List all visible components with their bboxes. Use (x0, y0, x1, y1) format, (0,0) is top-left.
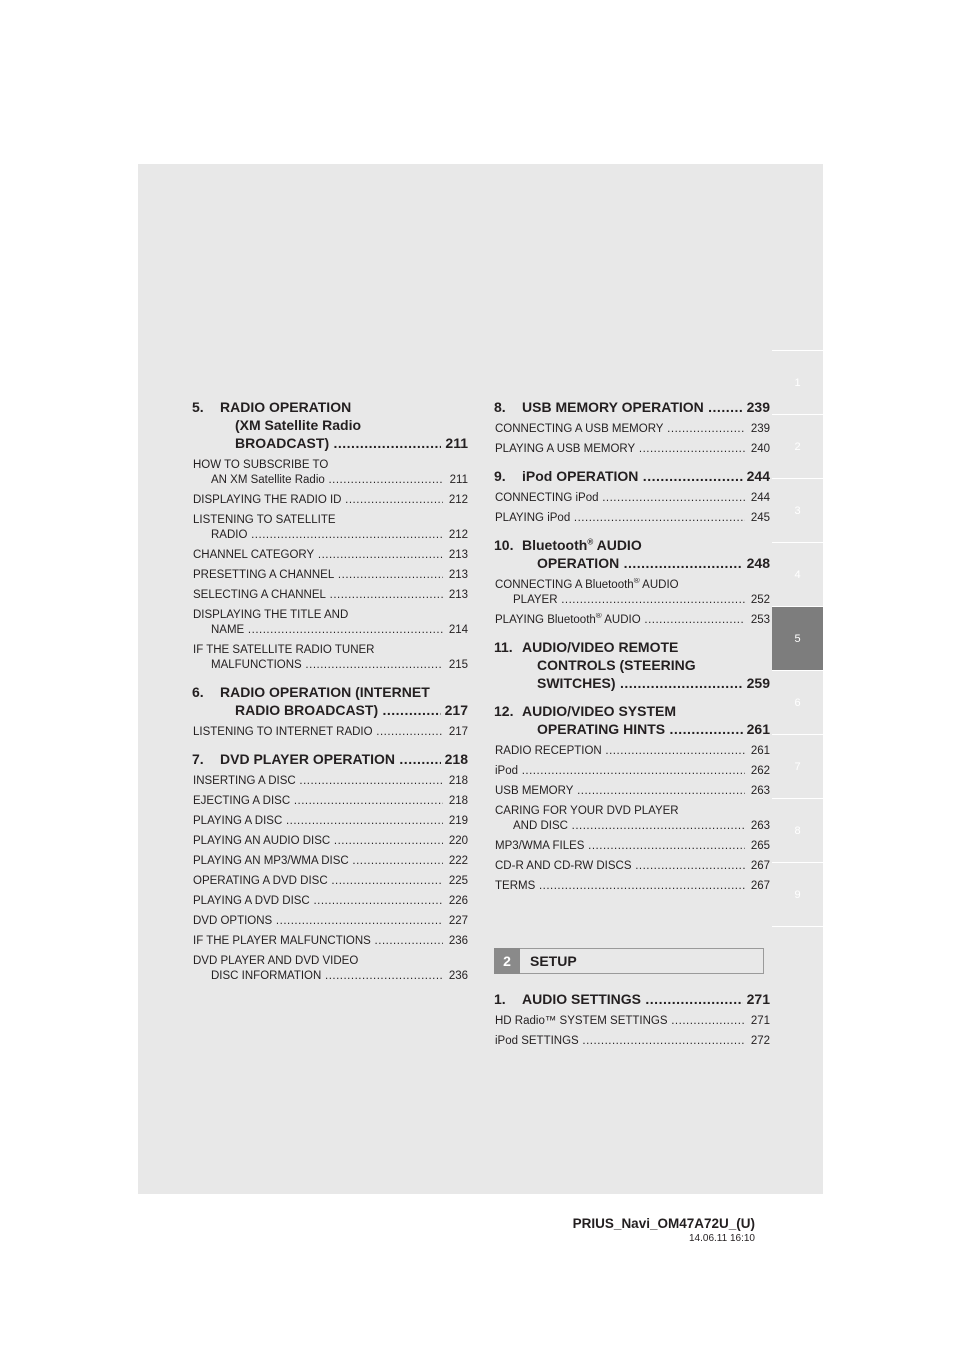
toc-entry[interactable] (192, 894, 468, 909)
section-page-number: 211 (445, 435, 468, 451)
entry-label: CONNECTING iPod ..... (495, 491, 745, 506)
entry-label: CD-R AND CD-RW DISCS ..... (495, 859, 745, 874)
chapter-tab-8[interactable]: 8 (772, 798, 823, 862)
entry-label: iPod SETTINGS ..... (495, 1034, 745, 1049)
entry-page-number: 253 (750, 614, 770, 626)
section-title-line: AUDIO/VIDEO REMOTE (522, 639, 679, 655)
section-title-line: Bluetooth® AUDIO (522, 537, 642, 553)
section-title-line: RADIO OPERATION (220, 399, 352, 415)
entry-page-number: 227 (448, 915, 468, 927)
entry-label: IF THE SATELLITE RADIO TUNER (193, 644, 375, 656)
section-title-line: OPERATION ..... (537, 554, 743, 572)
toc-entry[interactable] (192, 493, 468, 508)
entry-page-number: 240 (750, 443, 770, 455)
entry-label: DVD OPTIONS ..... (193, 914, 443, 929)
section-title-line: SWITCHES) ..... (537, 674, 743, 692)
entry-label: PLAYING A USB MEMORY ..... (495, 442, 745, 457)
section-title[interactable] (192, 398, 468, 452)
toc-entry[interactable] (192, 608, 468, 638)
entry-label: INSERTING A DISC ..... (193, 774, 443, 789)
section-title-line: CONTROLS (STEERING (537, 657, 696, 673)
entry-label: PRESETTING A CHANNEL ..... (193, 568, 443, 583)
entry-page-number: 263 (750, 820, 770, 832)
entry-page-number: 217 (448, 726, 468, 738)
toc-entry[interactable] (494, 1014, 770, 1029)
toc-entry[interactable] (192, 934, 468, 949)
section-number: 8. (494, 399, 506, 415)
entry-label: iPod ..... (495, 764, 745, 779)
entry-page-number: 213 (448, 549, 468, 561)
entry-label: LISTENING TO INTERNET RADIO ..... (193, 725, 443, 740)
entry-label: CONNECTING A Bluetooth® AUDIO (495, 578, 679, 591)
entry-label: MALFUNCTIONS ..... (211, 658, 443, 673)
entry-label: CARING FOR YOUR DVD PLAYER (495, 805, 679, 817)
toc-entry[interactable] (494, 744, 770, 759)
entry-page-number: 215 (448, 659, 468, 671)
section-page-number: 271 (746, 991, 770, 1007)
chapter-tab-2[interactable]: 2 (772, 414, 823, 478)
entry-page-number: 239 (750, 423, 770, 435)
entry-label: EJECTING A DISC ..... (193, 794, 443, 809)
toc-entry[interactable] (494, 1034, 770, 1049)
page-footer (573, 1216, 755, 1244)
toc-left-column (192, 398, 468, 994)
entry-page-number: 222 (448, 855, 468, 867)
toc-entry[interactable] (494, 764, 770, 779)
section-page-number: 259 (746, 675, 770, 691)
toc-entry[interactable] (192, 854, 468, 869)
toc-section (192, 398, 468, 673)
toc-section (494, 536, 770, 628)
section-title-line: iPod OPERATION ..... (522, 467, 743, 485)
section-title-line: RADIO BROADCAST) ..... (235, 701, 441, 719)
toc-entry[interactable] (494, 859, 770, 874)
entry-page-number: 267 (750, 880, 770, 892)
toc-entry[interactable] (494, 578, 770, 608)
section-title-line: DVD PLAYER OPERATION ..... (220, 750, 441, 768)
entry-label: OPERATING A DVD DISC ..... (193, 874, 443, 889)
section-title-line: USB MEMORY OPERATION ..... (522, 398, 743, 416)
section-page-number: 244 (746, 468, 770, 484)
toc-entry[interactable] (192, 954, 468, 984)
entry-label: RADIO RECEPTION ..... (495, 744, 745, 759)
toc-entry[interactable] (494, 804, 770, 834)
entry-label: HD Radio™ SYSTEM SETTINGS ..... (495, 1014, 745, 1029)
toc-entry[interactable] (494, 839, 770, 854)
entry-page-number: 226 (448, 895, 468, 907)
section-title-line: OPERATING HINTS ..... (537, 720, 743, 738)
entry-page-number: 244 (750, 492, 770, 504)
toc-section (494, 990, 770, 1049)
entry-label: AN XM Satellite Radio ..... (211, 473, 444, 488)
chapter-tab-3[interactable]: 3 (772, 478, 823, 542)
entry-page-number: 225 (448, 875, 468, 887)
section-page-number: 248 (746, 555, 770, 571)
entry-page-number: 261 (750, 745, 770, 757)
toc-entry[interactable] (494, 442, 770, 457)
entry-page-number: 220 (448, 835, 468, 847)
entry-label: CHANNEL CATEGORY ..... (193, 548, 443, 563)
entry-label: RADIO ..... (211, 528, 443, 543)
chapter-tab-9[interactable]: 9 (772, 862, 823, 926)
toc-entry[interactable] (192, 814, 468, 829)
entry-label: PLAYER ..... (513, 593, 745, 608)
toc-section (192, 683, 468, 740)
section-number: 7. (192, 751, 204, 767)
entry-label: SELECTING A CHANNEL ..... (193, 588, 443, 603)
section-title[interactable] (494, 467, 770, 485)
toc-section (494, 638, 770, 692)
entry-page-number: 267 (750, 860, 770, 872)
toc-entry[interactable] (192, 643, 468, 673)
chapter-tab-6[interactable]: 6 (772, 670, 823, 734)
entry-label: DISPLAYING THE TITLE AND (193, 609, 349, 621)
entry-label: DVD PLAYER AND DVD VIDEO (193, 955, 359, 967)
toc-setup-column (494, 990, 770, 1059)
section-title[interactable] (494, 702, 770, 738)
section-title[interactable] (494, 638, 770, 692)
section-title[interactable] (192, 683, 468, 719)
section-title-line: BROADCAST) ..... (235, 434, 441, 452)
entry-label: PLAYING A DISC ..... (193, 814, 443, 829)
entry-page-number: 211 (449, 474, 468, 486)
section-number: 11. (494, 639, 513, 655)
entry-label: MP3/WMA FILES ..... (495, 839, 745, 854)
toc-entry[interactable] (192, 914, 468, 929)
entry-label: PLAYING A DVD DISC ..... (193, 894, 443, 909)
toc-entry[interactable] (192, 774, 468, 789)
section-number: 5. (192, 399, 204, 415)
section-page-number: 239 (746, 399, 770, 415)
entry-label: HOW TO SUBSCRIBE TO (193, 459, 329, 471)
toc-right-column (494, 398, 770, 904)
setup-chapter-number: 2 (494, 948, 520, 974)
timestamp: 14.06.11 16:10 (689, 1233, 755, 1244)
section-title-line: AUDIO/VIDEO SYSTEM (522, 703, 677, 719)
section-number: 10. (494, 537, 514, 553)
toc-entry[interactable] (494, 784, 770, 799)
entry-label: NAME ..... (211, 623, 443, 638)
entry-page-number: 218 (448, 795, 468, 807)
entry-label: IF THE PLAYER MALFUNCTIONS ..... (193, 934, 443, 949)
entry-label: PLAYING iPod ..... (495, 511, 745, 526)
toc-entry[interactable] (494, 879, 770, 894)
section-title-line: RADIO OPERATION (INTERNET (220, 684, 430, 700)
toc-section (494, 702, 770, 894)
toc-entry[interactable] (192, 874, 468, 889)
toc-entry[interactable] (192, 588, 468, 603)
section-title-line: AUDIO SETTINGS ..... (522, 990, 743, 1008)
section-title[interactable] (494, 990, 770, 1008)
entry-label: TERMS ..... (495, 879, 745, 894)
entry-page-number: 212 (448, 494, 468, 506)
entry-label: DISC INFORMATION ..... (211, 969, 443, 984)
section-page-number: 218 (444, 751, 468, 767)
chapter-tab-1[interactable]: 1 (772, 350, 823, 414)
toc-entry[interactable] (494, 511, 770, 526)
section-title-line: (XM Satellite Radio (235, 417, 362, 433)
toc-entry[interactable] (192, 458, 468, 488)
section-page-number: 217 (444, 702, 468, 718)
toc-entry[interactable] (192, 548, 468, 563)
entry-page-number: 252 (750, 594, 770, 606)
toc-entry[interactable] (192, 834, 468, 849)
entry-label: PLAYING Bluetooth® AUDIO ..... (495, 613, 745, 628)
entry-label: PLAYING AN MP3/WMA DISC ..... (193, 854, 443, 869)
entry-page-number: 213 (448, 589, 468, 601)
section-number: 12. (494, 703, 514, 719)
entry-page-number: 218 (448, 775, 468, 787)
chapter-tab-blank[interactable] (772, 926, 823, 990)
entry-page-number: 245 (750, 512, 770, 524)
entry-page-number: 213 (448, 569, 468, 581)
setup-chapter-label: SETUP (530, 953, 577, 969)
chapter-tab-5[interactable]: 5 (772, 606, 823, 670)
entry-page-number: 265 (750, 840, 770, 852)
entry-page-number: 212 (448, 529, 468, 541)
entry-label: AND DISC ..... (513, 819, 745, 834)
section-number: 1. (494, 991, 506, 1007)
toc-section (494, 398, 770, 457)
entry-page-number: 263 (750, 785, 770, 797)
entry-label: USB MEMORY ..... (495, 784, 745, 799)
document-id: PRIUS_Navi_OM47A72U_(U) (572, 1216, 755, 1231)
entry-label: CONNECTING A USB MEMORY ..... (495, 422, 745, 437)
entry-page-number: 214 (448, 624, 468, 636)
entry-page-number: 236 (448, 970, 468, 982)
entry-label: PLAYING AN AUDIO DISC ..... (193, 834, 443, 849)
toc-entry[interactable] (192, 725, 468, 740)
toc-entry[interactable] (192, 794, 468, 809)
section-title[interactable] (192, 750, 468, 768)
section-page-number: 261 (746, 721, 770, 737)
entry-page-number: 272 (750, 1035, 770, 1047)
toc-entry[interactable] (494, 491, 770, 506)
setup-chapter-header (494, 948, 764, 974)
entry-page-number: 271 (750, 1015, 770, 1027)
toc-entry[interactable] (494, 422, 770, 437)
section-number: 9. (494, 468, 506, 484)
entry-page-number: 236 (448, 935, 468, 947)
section-title[interactable] (494, 536, 770, 572)
toc-section (192, 750, 468, 984)
entry-page-number: 219 (448, 815, 468, 827)
toc-entry[interactable] (494, 613, 770, 628)
section-title[interactable] (494, 398, 770, 416)
section-number: 6. (192, 684, 204, 700)
toc-entry[interactable] (192, 513, 468, 543)
entry-label: DISPLAYING THE RADIO ID ..... (193, 493, 443, 508)
chapter-tab-4[interactable]: 4 (772, 542, 823, 606)
chapter-tabs (772, 350, 823, 990)
entry-label: LISTENING TO SATELLITE (193, 514, 336, 526)
toc-entry[interactable] (192, 568, 468, 583)
toc-section (494, 467, 770, 526)
entry-page-number: 262 (750, 765, 770, 777)
chapter-tab-7[interactable]: 7 (772, 734, 823, 798)
